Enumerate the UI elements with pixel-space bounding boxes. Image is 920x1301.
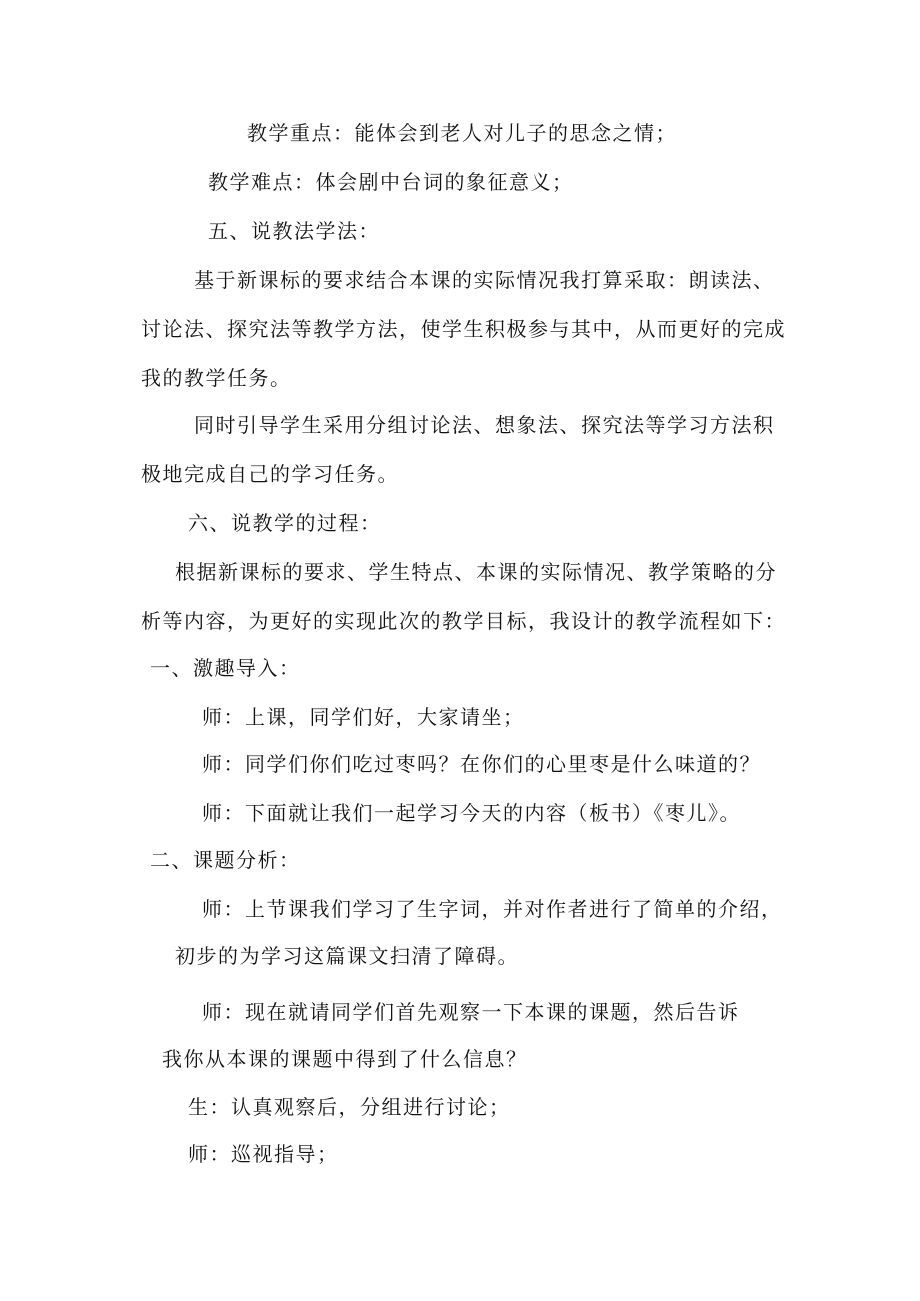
dialogue-line: 生：认真观察后，分组进行讨论； — [188, 1095, 511, 1119]
paragraph-line: 极地完成自己的学习任务。 — [141, 462, 399, 486]
teaching-difficulty-line: 教学难点：体会剧中台词的象征意义； — [208, 170, 574, 194]
subheading-title-analysis: 二、课题分析： — [150, 848, 301, 872]
dialogue-line: 我你从本课的课题中得到了什么信息？ — [162, 1047, 528, 1071]
subheading-intro: 一、激趣导入： — [150, 656, 301, 680]
dialogue-line: 师：下面就让我们一起学习今天的内容（板书）《枣儿》。 — [202, 801, 741, 825]
paragraph-line: 同时引导学生采用分组讨论法、想象法、探究法等学习方法积 — [194, 413, 775, 437]
section-heading-methods: 五、说教法学法： — [208, 219, 380, 243]
section-heading-process: 六、说教学的过程： — [188, 511, 382, 535]
paragraph-line: 讨论法、探究法等教学方法，使学生积极参与其中，从而更好的完成 — [141, 317, 786, 341]
dialogue-line: 师：上课，同学们好，大家请坐； — [202, 705, 525, 729]
paragraph-line: 基于新课标的要求结合本课的实际情况我打算采取：朗读法、 — [194, 268, 775, 292]
dialogue-line: 师：现在就请同学们首先观察一下本课的课题，然后告诉 — [202, 1000, 740, 1024]
paragraph-line: 我的教学任务。 — [141, 366, 292, 390]
dialogue-line: 师：上节课我们学习了生字词，并对作者进行了简单的介绍， — [202, 897, 783, 921]
dialogue-line: 初步的为学习这篇课文扫清了障碍。 — [175, 944, 519, 968]
dialogue-line: 师：同学们你们吃过枣吗？在你们的心里枣是什么味道的？ — [202, 752, 761, 776]
paragraph-line: 根据新课标的要求、学生特点、本课的实际情况、教学策略的分 — [175, 560, 777, 584]
dialogue-line: 师：巡视指导； — [188, 1142, 339, 1166]
teaching-focus-line: 教学重点：能体会到老人对儿子的思念之情； — [247, 121, 677, 145]
paragraph-line: 析等内容，为更好的实现此次的教学目标，我设计的教学流程如下： — [141, 609, 786, 633]
